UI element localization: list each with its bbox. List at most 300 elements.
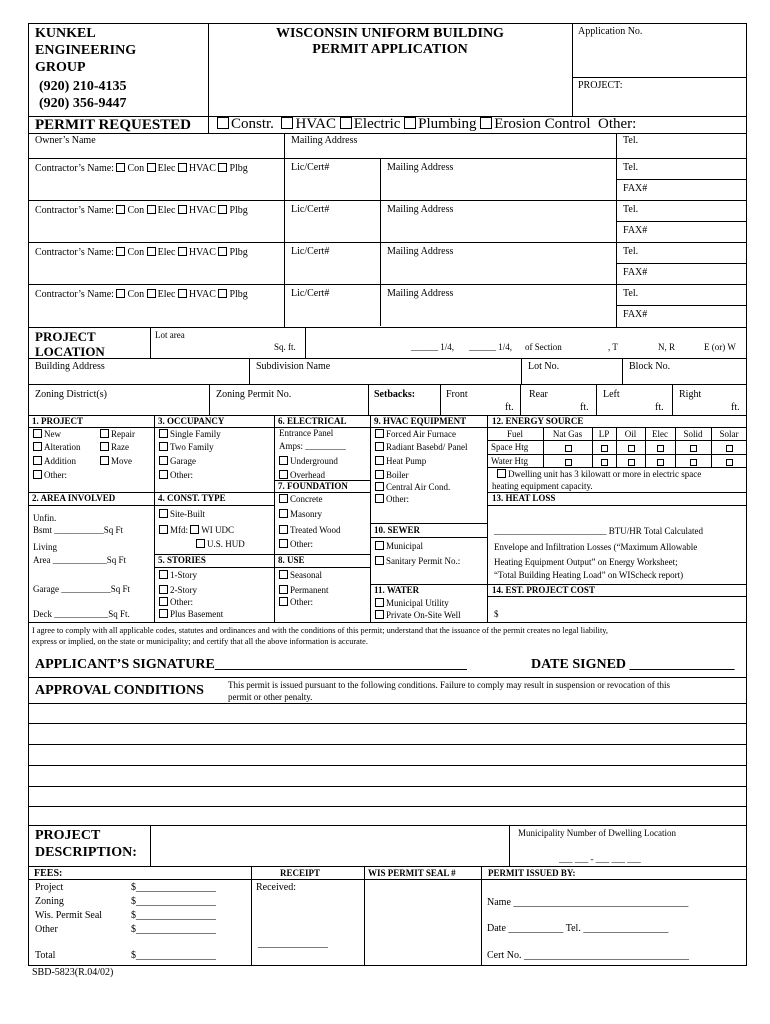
- fee-total-amount[interactable]: $________________: [131, 950, 216, 961]
- unfin-label: Unfin.: [33, 513, 57, 523]
- use-other-label: Other:: [290, 597, 313, 607]
- signature-label[interactable]: APPLICANT’S SIGNATURE____________________________________: [35, 657, 467, 672]
- contractor-row-2: [35, 205, 248, 216]
- wi-udc-checkbox[interactable]: [190, 525, 199, 534]
- move-label: Move: [111, 456, 132, 466]
- two-story-option[interactable]: [159, 585, 197, 595]
- permit-requested-label: PERMIT REQUESTED: [35, 117, 192, 133]
- sec1-title: 1. PROJECT: [32, 416, 84, 426]
- seasonal-option[interactable]: [279, 570, 322, 580]
- elec-label: Elec: [157, 205, 176, 216]
- energy-checkbox[interactable]: [657, 445, 664, 452]
- issuer-date-field[interactable]: Date ___________ Tel. _________________: [487, 923, 669, 934]
- sec12-title: 12. ENERGY SOURCE: [492, 416, 584, 426]
- left-ft: ft.: [655, 402, 664, 413]
- energy-checkbox[interactable]: [690, 459, 697, 466]
- elec-label: Elec: [157, 247, 176, 258]
- permanent-checkbox[interactable]: [279, 585, 288, 594]
- deck-label: Deck ____________Sq Ft.: [33, 609, 130, 619]
- boiler-option[interactable]: [375, 470, 409, 480]
- sec10-title: 10. SEWER: [374, 525, 421, 535]
- seasonal-checkbox[interactable]: [279, 570, 288, 579]
- agreement-line-1: I agree to comply with all applicable codes, statutes and ordinances and with the conditions of this permit; understand that the issuance of the permit creates no legal liability,: [32, 626, 608, 635]
- con-checkbox[interactable]: [116, 205, 125, 214]
- plbg-checkbox[interactable]: [218, 289, 227, 298]
- contractor-fax-label: FAX#: [623, 267, 648, 278]
- date-signed-label[interactable]: DATE SIGNED _______________: [531, 657, 735, 672]
- hvac-other-label: Other:: [386, 494, 409, 504]
- hvac-type-checkbox[interactable]: [178, 247, 187, 256]
- setback-rear: Rear: [529, 389, 548, 400]
- sec8-title: 8. USE: [278, 555, 305, 565]
- contractor-name-label: Contractor’s Name:: [35, 289, 114, 300]
- central-air-option[interactable]: [375, 482, 450, 492]
- site-built-option[interactable]: [159, 509, 205, 519]
- concrete-option[interactable]: [279, 494, 322, 504]
- erosion-checkbox[interactable]: [480, 117, 492, 129]
- treated-wood-label: Treated Wood: [290, 525, 341, 535]
- hvac-label: HVAC: [295, 116, 337, 132]
- form-id: SBD-5823(R.04/02): [32, 967, 114, 978]
- one-story-option[interactable]: [159, 570, 197, 580]
- permanent-option[interactable]: [279, 585, 329, 595]
- issuer-name-field[interactable]: Name ___________________________________: [487, 897, 689, 908]
- water-municipal-checkbox[interactable]: [375, 598, 384, 607]
- sec4-title: 4. CONST. TYPE: [158, 493, 226, 503]
- setback-left: Left: [603, 389, 620, 400]
- sewer-municipal-option[interactable]: [375, 541, 423, 551]
- entrance-panel-label: Entrance Panel: [279, 428, 334, 438]
- description-label-2: DESCRIPTION:: [35, 845, 137, 860]
- hvac-other-checkbox[interactable]: [375, 494, 384, 503]
- heat-pump-option[interactable]: [375, 456, 426, 466]
- heat-pump-checkbox[interactable]: [375, 456, 384, 465]
- elec-checkbox[interactable]: [147, 289, 156, 298]
- contractor-tel-label: Tel.: [623, 246, 639, 257]
- other-label: Other:: [598, 116, 637, 132]
- hvac-checkbox[interactable]: [281, 117, 293, 129]
- garage-label: Garage: [170, 456, 196, 466]
- sec2-title: 2. AREA INVOLVED: [32, 493, 116, 503]
- received-blank[interactable]: ______________: [258, 938, 328, 949]
- contractor-mailing-label: Mailing Address: [387, 162, 454, 173]
- agreement-line-2: express or implied, on the state or municipality; and certify that all the above information is accurate.: [32, 637, 368, 646]
- forced-air-label: Forced Air Furnace: [386, 429, 456, 439]
- fee-project-amount[interactable]: $________________: [131, 882, 216, 893]
- con-label: Con: [127, 247, 145, 258]
- receipt-title: RECEIPT: [280, 868, 321, 878]
- issued-by-title: PERMIT ISSUED BY:: [488, 868, 576, 878]
- energy-checkbox[interactable]: [601, 445, 608, 452]
- rear-ft: ft.: [580, 402, 589, 413]
- contractor-fax-label: FAX#: [623, 183, 648, 194]
- block-no-label: Block No.: [629, 361, 671, 372]
- section-label: of Section: [525, 342, 562, 352]
- forced-air-checkbox[interactable]: [375, 429, 384, 438]
- energy-checkbox[interactable]: [601, 459, 608, 466]
- concrete-checkbox[interactable]: [279, 494, 288, 503]
- form-title-1: WISCONSIN UNIFORM BUILDING: [276, 26, 504, 41]
- move-checkbox[interactable]: [100, 456, 109, 465]
- underground-label: Underground: [290, 456, 338, 466]
- subdivision-label: Subdivision Name: [256, 361, 331, 372]
- boiler-checkbox[interactable]: [375, 470, 384, 479]
- plbg-label: Plbg: [229, 289, 248, 300]
- energy-col-header: Elec: [652, 429, 668, 439]
- hvac-type-label: HVAC: [188, 205, 216, 216]
- amps-label: Amps: _________: [279, 441, 346, 451]
- alteration-option[interactable]: [33, 442, 81, 452]
- two-family-option[interactable]: [159, 442, 214, 452]
- quarter-2: ______ 1/4,: [469, 342, 513, 352]
- owner-mailing-label: Mailing Address: [291, 135, 358, 146]
- permanent-label: Permanent: [290, 585, 329, 595]
- received-label: Received:: [256, 882, 296, 893]
- plbg-checkbox[interactable]: [218, 247, 227, 256]
- masonry-checkbox[interactable]: [279, 509, 288, 518]
- lic-cert-label: Lic/Cert#: [291, 246, 330, 257]
- contractor-fax-label: FAX#: [623, 309, 648, 320]
- sanitary-label: Sanitary Permit No.:: [386, 556, 461, 566]
- kilowatt-note-option[interactable]: [497, 469, 701, 479]
- two-story-label: 2-Story: [170, 585, 197, 595]
- kilowatt-note-2: heating equipment capacity.: [492, 481, 593, 491]
- occupancy-other-label: Other:: [170, 470, 193, 480]
- hvac-type-label: HVAC: [188, 247, 216, 258]
- hvac-type-checkbox[interactable]: [178, 205, 187, 214]
- setback-right: Right: [679, 389, 702, 400]
- con-label: Con: [127, 163, 145, 174]
- front-ft: ft.: [505, 402, 514, 413]
- mfd-label: Mfd:: [170, 525, 188, 535]
- energy-col-header: Oil: [624, 429, 637, 439]
- raze-label: Raze: [111, 442, 129, 452]
- radiant-label: Radiant Basebd/ Panel: [386, 442, 468, 452]
- municipality-label: Municipality Number of Dwelling Location: [518, 828, 676, 838]
- move-option[interactable]: [100, 456, 132, 466]
- energy-col-header: LP: [598, 429, 610, 439]
- approval-title: APPROVAL CONDITIONS: [35, 683, 204, 698]
- lot-area-label: Lot area: [155, 330, 185, 340]
- energy-col-header: Solar: [719, 429, 739, 439]
- water-municipal-option[interactable]: [375, 598, 449, 608]
- fee-other-label: Other: [35, 924, 58, 935]
- con-checkbox[interactable]: [116, 163, 125, 172]
- plbg-label: Plbg: [229, 247, 248, 258]
- sewer-municipal-label: Municipal: [386, 541, 423, 551]
- zoning-district-label: Zoning District(s): [35, 389, 107, 400]
- company-name-1: KUNKEL: [35, 26, 96, 41]
- municipality-blanks: ___ ___ - ___ ___ ___: [559, 854, 641, 864]
- site-built-label: Site-Built: [170, 509, 206, 519]
- building-address-label: Building Address: [35, 361, 105, 372]
- lot-no-label: Lot No.: [528, 361, 560, 372]
- sqft-label: Sq. ft.: [274, 342, 296, 352]
- plbg-checkbox[interactable]: [218, 205, 227, 214]
- raze-checkbox[interactable]: [100, 442, 109, 451]
- living-label: Living: [33, 542, 57, 552]
- private-well-option[interactable]: [375, 610, 461, 620]
- repair-checkbox[interactable]: [100, 429, 109, 438]
- owner-tel-label: Tel.: [623, 135, 639, 146]
- hvac-other-option[interactable]: [375, 494, 409, 504]
- energy-row-label: Water Htg: [491, 456, 529, 466]
- sec9-title: 9. HVAC EQUIPMENT: [374, 416, 467, 426]
- underground-option[interactable]: [279, 456, 338, 466]
- repair-label: Repair: [111, 429, 135, 439]
- con-checkbox[interactable]: [116, 247, 125, 256]
- occupancy-other-option[interactable]: [159, 470, 193, 480]
- kilowatt-note-1: Dwelling unit has 3 kilowatt or more in electric space: [508, 469, 702, 479]
- fee-zoning-label: Zoning: [35, 896, 64, 907]
- sec5-title: 5. STORIES: [158, 555, 206, 565]
- erosion-label: Erosion Control: [494, 116, 591, 132]
- plbg-label: Plbg: [229, 163, 248, 174]
- elec-label: Elec: [157, 163, 176, 174]
- alteration-label: Alteration: [44, 442, 81, 452]
- us-hud-label: U.S. HUD: [207, 539, 245, 549]
- mfd-option[interactable]: [159, 525, 234, 535]
- project-label: PROJECT:: [578, 80, 623, 91]
- quarter-1: ______ 1/4,: [411, 342, 455, 352]
- plumbing-label: Plumbing: [418, 116, 477, 132]
- sec13-title: 13. HEAT LOSS: [492, 493, 556, 503]
- sec14-title: 14. EST. PROJECT COST: [492, 585, 595, 595]
- contractor-fax-label: FAX#: [623, 225, 648, 236]
- fee-seal-amount[interactable]: $________________: [131, 910, 216, 921]
- bsmt-label: Bsmt ___________Sq Ft: [33, 525, 124, 535]
- two-family-label: Two Family: [170, 442, 214, 452]
- masonry-option[interactable]: [279, 509, 322, 519]
- single-family-option[interactable]: [159, 429, 221, 439]
- energy-col-header: Solid: [683, 429, 703, 439]
- elec-checkbox[interactable]: [147, 205, 156, 214]
- plus-basement-checkbox[interactable]: [159, 609, 168, 618]
- application-no-label: Application No.: [578, 26, 643, 37]
- energy-row-label: Space Htg: [491, 442, 529, 452]
- form-title-2: PERMIT APPLICATION: [312, 42, 468, 57]
- two-family-checkbox[interactable]: [159, 442, 168, 451]
- plus-basement-option[interactable]: [159, 609, 223, 619]
- addition-checkbox[interactable]: [33, 456, 42, 465]
- boiler-label: Boiler: [386, 470, 409, 480]
- sanitary-checkbox[interactable]: [375, 556, 384, 565]
- sec7-title: 7. FOUNDATION: [278, 481, 348, 491]
- sec6-title: 6. ELECTRICAL: [278, 416, 347, 426]
- addition-option[interactable]: [33, 456, 76, 466]
- heat-loss-line-3: Heating Equipment Output” on Energy Worksheet;: [494, 557, 678, 567]
- company-name-2: ENGINEERING: [35, 43, 137, 58]
- cost-dollar: $: [494, 609, 499, 619]
- stories-other-checkbox[interactable]: [159, 597, 168, 606]
- heat-pump-label: Heat Pump: [386, 456, 427, 466]
- water-municipal-label: Municipal Utility: [386, 598, 449, 608]
- project-other-option[interactable]: [33, 470, 67, 480]
- two-story-checkbox[interactable]: [159, 585, 168, 594]
- occupancy-other-checkbox[interactable]: [159, 470, 168, 479]
- con-label: Con: [127, 289, 145, 300]
- elec-checkbox[interactable]: [147, 163, 156, 172]
- contractor-name-label: Contractor’s Name:: [35, 205, 114, 216]
- one-story-label: 1-Story: [170, 570, 197, 580]
- concrete-label: Concrete: [290, 494, 323, 504]
- energy-checkbox[interactable]: [690, 445, 697, 452]
- project-location-label-1: PROJECT: [35, 329, 96, 344]
- heat-loss-line-2: Envelope and Infiltration Losses (“Maximum Allowable: [494, 542, 698, 552]
- lic-cert-label: Lic/Cert#: [291, 204, 330, 215]
- masonry-label: Masonry: [290, 509, 322, 519]
- one-story-checkbox[interactable]: [159, 570, 168, 579]
- project-location-label-2: LOCATION: [35, 344, 105, 359]
- setbacks-label: Setbacks:: [374, 389, 416, 400]
- heat-loss-line-1: _________________________ BTU/HR Total Calculated: [494, 526, 703, 536]
- us-hud-option[interactable]: [196, 539, 245, 549]
- east-west-label: E (or) W: [704, 342, 736, 352]
- elec-checkbox[interactable]: [147, 247, 156, 256]
- radiant-checkbox[interactable]: [375, 442, 384, 451]
- lic-cert-label: Lic/Cert#: [291, 288, 330, 299]
- use-other-checkbox[interactable]: [279, 597, 288, 606]
- township-label: , T: [608, 342, 618, 352]
- new-label: New: [44, 429, 61, 439]
- energy-checkbox[interactable]: [726, 445, 733, 452]
- project-other-checkbox[interactable]: [33, 470, 42, 479]
- hvac-type-checkbox[interactable]: [178, 289, 187, 298]
- contractor-tel-label: Tel.: [623, 288, 639, 299]
- treated-wood-option[interactable]: [279, 525, 341, 535]
- hvac-type-label: HVAC: [188, 163, 216, 174]
- treated-wood-checkbox[interactable]: [279, 525, 288, 534]
- electric-checkbox[interactable]: [340, 117, 352, 129]
- energy-col-header: Nat Gas: [552, 429, 583, 439]
- energy-checkbox[interactable]: [628, 445, 635, 452]
- garage-option[interactable]: [159, 456, 196, 466]
- issuer-cert-field[interactable]: Cert No. _________________________________: [487, 950, 689, 961]
- alteration-checkbox[interactable]: [33, 442, 42, 451]
- fee-total-label: Total: [35, 950, 56, 961]
- overhead-option[interactable]: [279, 470, 325, 480]
- con-checkbox[interactable]: [116, 289, 125, 298]
- sec3-title: 3. OCCUPANCY: [158, 416, 225, 426]
- hvac-type-label: HVAC: [188, 289, 216, 300]
- contractor-name-label: Contractor’s Name:: [35, 247, 114, 258]
- energy-col-header: Fuel: [506, 429, 523, 439]
- addition-label: Addition: [44, 456, 77, 466]
- overhead-label: Overhead: [290, 470, 325, 480]
- company-name-3: GROUP: [35, 60, 86, 75]
- contractor-row-4: [35, 289, 248, 300]
- fee-project-label: Project: [35, 882, 64, 893]
- energy-checkbox[interactable]: [628, 459, 635, 466]
- energy-checkbox[interactable]: [565, 445, 572, 452]
- garage-area-label: Garage ___________Sq Ft: [33, 584, 130, 594]
- approval-text-1: This permit is issued pursuant to the following conditions. Failure to comply may result in suspension or revocation of this: [228, 680, 670, 690]
- plbg-label: Plbg: [229, 205, 248, 216]
- energy-checkbox[interactable]: [726, 459, 733, 466]
- mfd-checkbox[interactable]: [159, 525, 168, 534]
- contractor-row-3: [35, 247, 248, 258]
- sewer-municipal-checkbox[interactable]: [375, 541, 384, 550]
- hvac-type-checkbox[interactable]: [178, 163, 187, 172]
- new-option[interactable]: [33, 429, 61, 439]
- fee-seal-label: Wis. Permit Seal: [35, 910, 103, 921]
- kilowatt-checkbox[interactable]: [497, 469, 506, 478]
- area-label: Area ____________Sq Ft: [33, 555, 126, 565]
- stories-other-option[interactable]: [159, 597, 193, 607]
- sec11-title: 11. WATER: [374, 585, 420, 595]
- permit-options: [217, 117, 636, 132]
- us-hud-checkbox[interactable]: [196, 539, 205, 548]
- private-well-label: Private On-Site Well: [386, 610, 461, 620]
- private-well-checkbox[interactable]: [375, 610, 384, 619]
- stories-other-label: Other:: [170, 597, 193, 607]
- overhead-checkbox[interactable]: [279, 470, 288, 479]
- seal-title: WIS PERMIT SEAL #: [368, 868, 456, 878]
- fees-title: FEES:: [34, 868, 63, 879]
- central-air-label: Central Air Cond.: [386, 482, 451, 492]
- owner-name-label: Owner’s Name: [35, 135, 96, 146]
- single-family-label: Single Family: [170, 429, 221, 439]
- plus-basement-label: Plus Basement: [170, 609, 224, 619]
- con-label: Con: [127, 205, 145, 216]
- range-label: N, R: [658, 342, 676, 352]
- constr-label: Constr.: [231, 116, 274, 132]
- contractor-row-1: [35, 163, 248, 174]
- company-phone-2: (920) 356-9447: [39, 96, 127, 111]
- seasonal-label: Seasonal: [290, 570, 322, 580]
- elec-label: Elec: [157, 289, 176, 300]
- repair-option[interactable]: [100, 429, 135, 439]
- description-label-1: PROJECT: [35, 828, 101, 843]
- constr-checkbox[interactable]: [217, 117, 229, 129]
- foundation-other-option[interactable]: [279, 539, 313, 549]
- contractor-name-label: Contractor’s Name:: [35, 163, 114, 174]
- fee-other-amount[interactable]: $________________: [131, 924, 216, 935]
- plbg-checkbox[interactable]: [218, 163, 227, 172]
- contractor-mailing-label: Mailing Address: [387, 288, 454, 299]
- plumbing-checkbox[interactable]: [404, 117, 416, 129]
- contractor-mailing-label: Mailing Address: [387, 246, 454, 257]
- central-air-checkbox[interactable]: [375, 482, 384, 491]
- foundation-other-checkbox[interactable]: [279, 539, 288, 548]
- raze-option[interactable]: [100, 442, 129, 452]
- contractor-mailing-label: Mailing Address: [387, 204, 454, 215]
- underground-checkbox[interactable]: [279, 456, 288, 465]
- company-phone-1: (920) 210-4135: [39, 79, 127, 94]
- contractor-tel-label: Tel.: [623, 204, 639, 215]
- new-checkbox[interactable]: [33, 429, 42, 438]
- single-family-checkbox[interactable]: [159, 429, 168, 438]
- right-ft: ft.: [731, 402, 740, 413]
- contractor-tel-label: Tel.: [623, 162, 639, 173]
- use-other-option[interactable]: [279, 597, 313, 607]
- heat-loss-line-4: “Total Building Heating Load” on WIScheck report): [494, 570, 684, 580]
- radiant-option[interactable]: [375, 442, 467, 452]
- foundation-other-label: Other:: [290, 539, 313, 549]
- energy-checkbox[interactable]: [657, 459, 664, 466]
- sanitary-option[interactable]: [375, 556, 460, 566]
- project-other-label: Other:: [44, 470, 67, 480]
- forced-air-option[interactable]: [375, 429, 456, 439]
- approval-text-2: permit or other penalty.: [228, 692, 313, 702]
- lic-cert-label: Lic/Cert#: [291, 162, 330, 173]
- garage-checkbox[interactable]: [159, 456, 168, 465]
- site-built-checkbox[interactable]: [159, 509, 168, 518]
- wi-udc-label: WI UDC: [201, 525, 234, 535]
- energy-checkbox[interactable]: [565, 459, 572, 466]
- fee-zoning-amount[interactable]: $________________: [131, 896, 216, 907]
- zoning-permit-label: Zoning Permit No.: [216, 389, 292, 400]
